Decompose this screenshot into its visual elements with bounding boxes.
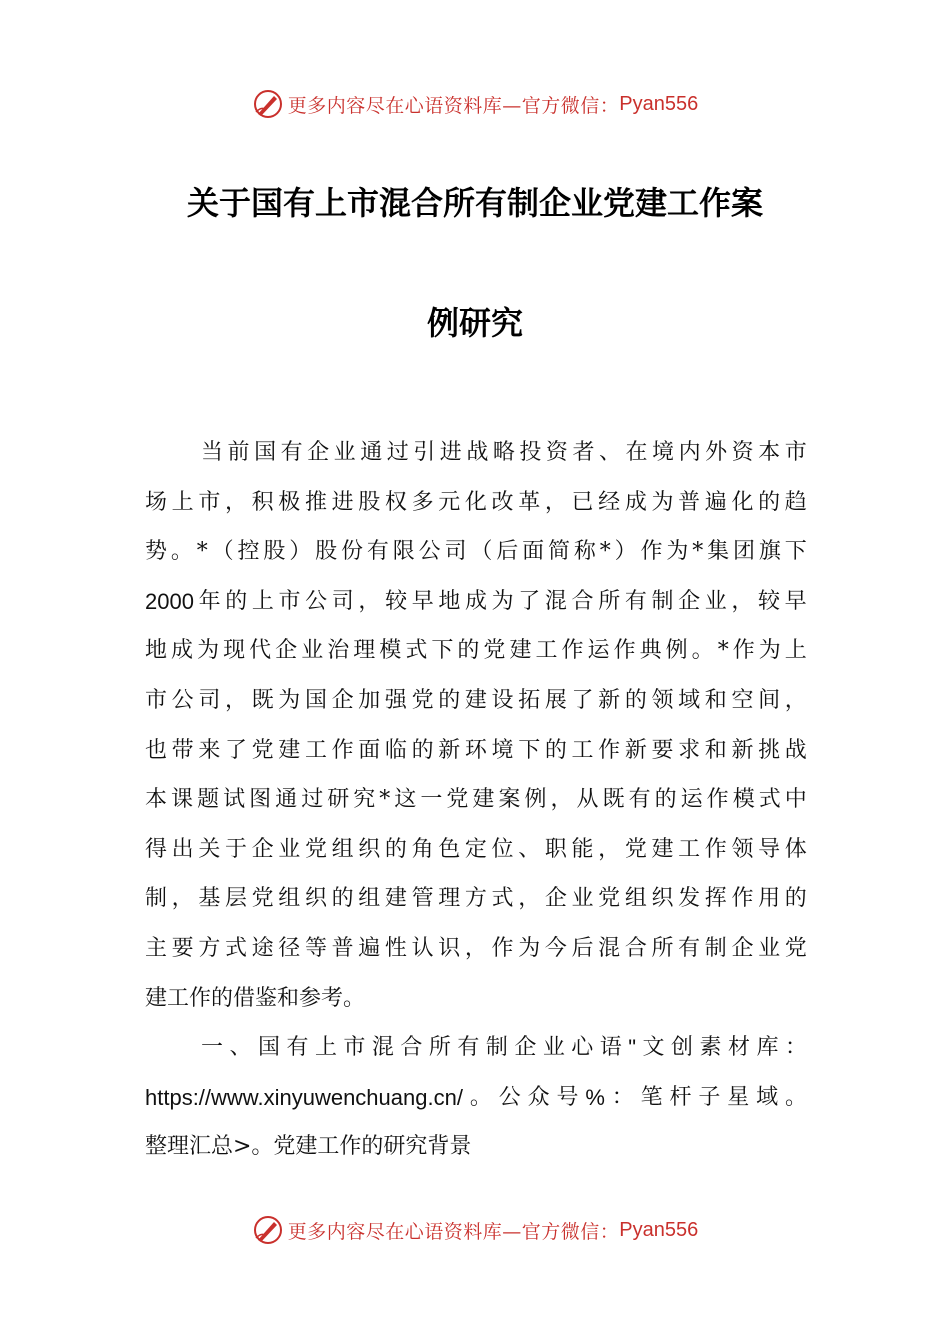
watermark-header: [0, 84, 950, 124]
paragraph-2-link-line[interactable]: https://www.xinyuwenchuang.cn/ 。 公 众 号 % ： 笔 杆 子 星 域 。: [145, 1084, 807, 1110]
paragraph-1-line: 本 课 题 试 图 通 过 研 究 * 这 一 党 建 案 例 ， 从 既 有 的 运 作 模 式 中: [145, 787, 807, 813]
paragraph-1-line: 制 ， 基 层 党 组 织 的 组 建 管 理 方 式 ， 企 业 党 组 织 发 挥 作 用 的: [145, 886, 807, 912]
paragraph-1-line: 得 出 关 于 企 业 党 组 织 的 角 色 定 位 、 职 能 ， 党 建 工 作 领 导 体: [145, 836, 807, 862]
watermark-wechat-id: Pyan556: [619, 1218, 699, 1241]
paragraph-1-line: 场 上 市 ， 积 极 推 进 股 权 多 元 化 改 革 ， 已 经 成 为 普 遍 化 的 趋: [145, 489, 807, 515]
watermark-text: 更多内容尽在心语资料库—官方微信：: [287, 1220, 620, 1243]
watermark-footer: [0, 1210, 950, 1250]
paragraph-1-line: 市 公 司 ， 既 为 国 企 加 强 党 的 建 设 拓 展 了 新 的 领 域 和 空 间 ，: [145, 687, 807, 713]
paragraph-1-line: 2000 年 的 上 市 公 司 ， 较 早 地 成 为 了 混 合 所 有 制 企 业 ， 较 早: [145, 588, 807, 614]
pen-logo-icon: [252, 88, 284, 120]
paragraph-1-line: 地 成 为 现 代 企 业 治 理 模 式 下 的 党 建 工 作 运 作 典 例 。 * 作 为 上: [145, 638, 807, 664]
watermark-wechat-id: Pyan556: [619, 92, 699, 115]
paragraph-1-line: 当 前 国 有 企 业 通 过 引 进 战 略 投 资 者 、 在 境 内 外 资 本 市: [201, 440, 807, 465]
pen-logo-icon: [252, 1214, 284, 1246]
paragraph-2-line: 整理汇总>。党建工作的研究背景: [145, 1134, 472, 1160]
document-body: [145, 428, 807, 1172]
paragraph-1-line: 建工作的借鉴和参考。: [145, 985, 366, 1011]
paragraph-2-line: 一 、 国 有 上 市 混 合 所 有 制 企 业 心 语 " 文 创 素 材 库 ：: [201, 1035, 807, 1061]
watermark-text: 更多内容尽在心语资料库—官方微信：: [287, 94, 620, 117]
document-title-line-1: 关于国有上市混合所有制企业党建工作案: [186, 184, 763, 222]
document-title-line-2: 例研究: [426, 304, 523, 342]
paragraph-1-line: 也 带 来 了 党 建 工 作 面 临 的 新 环 境 下 的 工 作 新 要 求 和 新 挑 战: [145, 737, 807, 763]
paragraph-1-line: 主 要 方 式 途 径 等 普 遍 性 认 识 ， 作 为 今 后 混 合 所 有 制 企 业 党: [145, 935, 807, 961]
paragraph-1-line: 势 。 * （ 控 股 ） 股 份 有 限 公 司 （ 后 面 简 称 * ） 作 为 * 集 团 旗 下: [145, 539, 807, 565]
